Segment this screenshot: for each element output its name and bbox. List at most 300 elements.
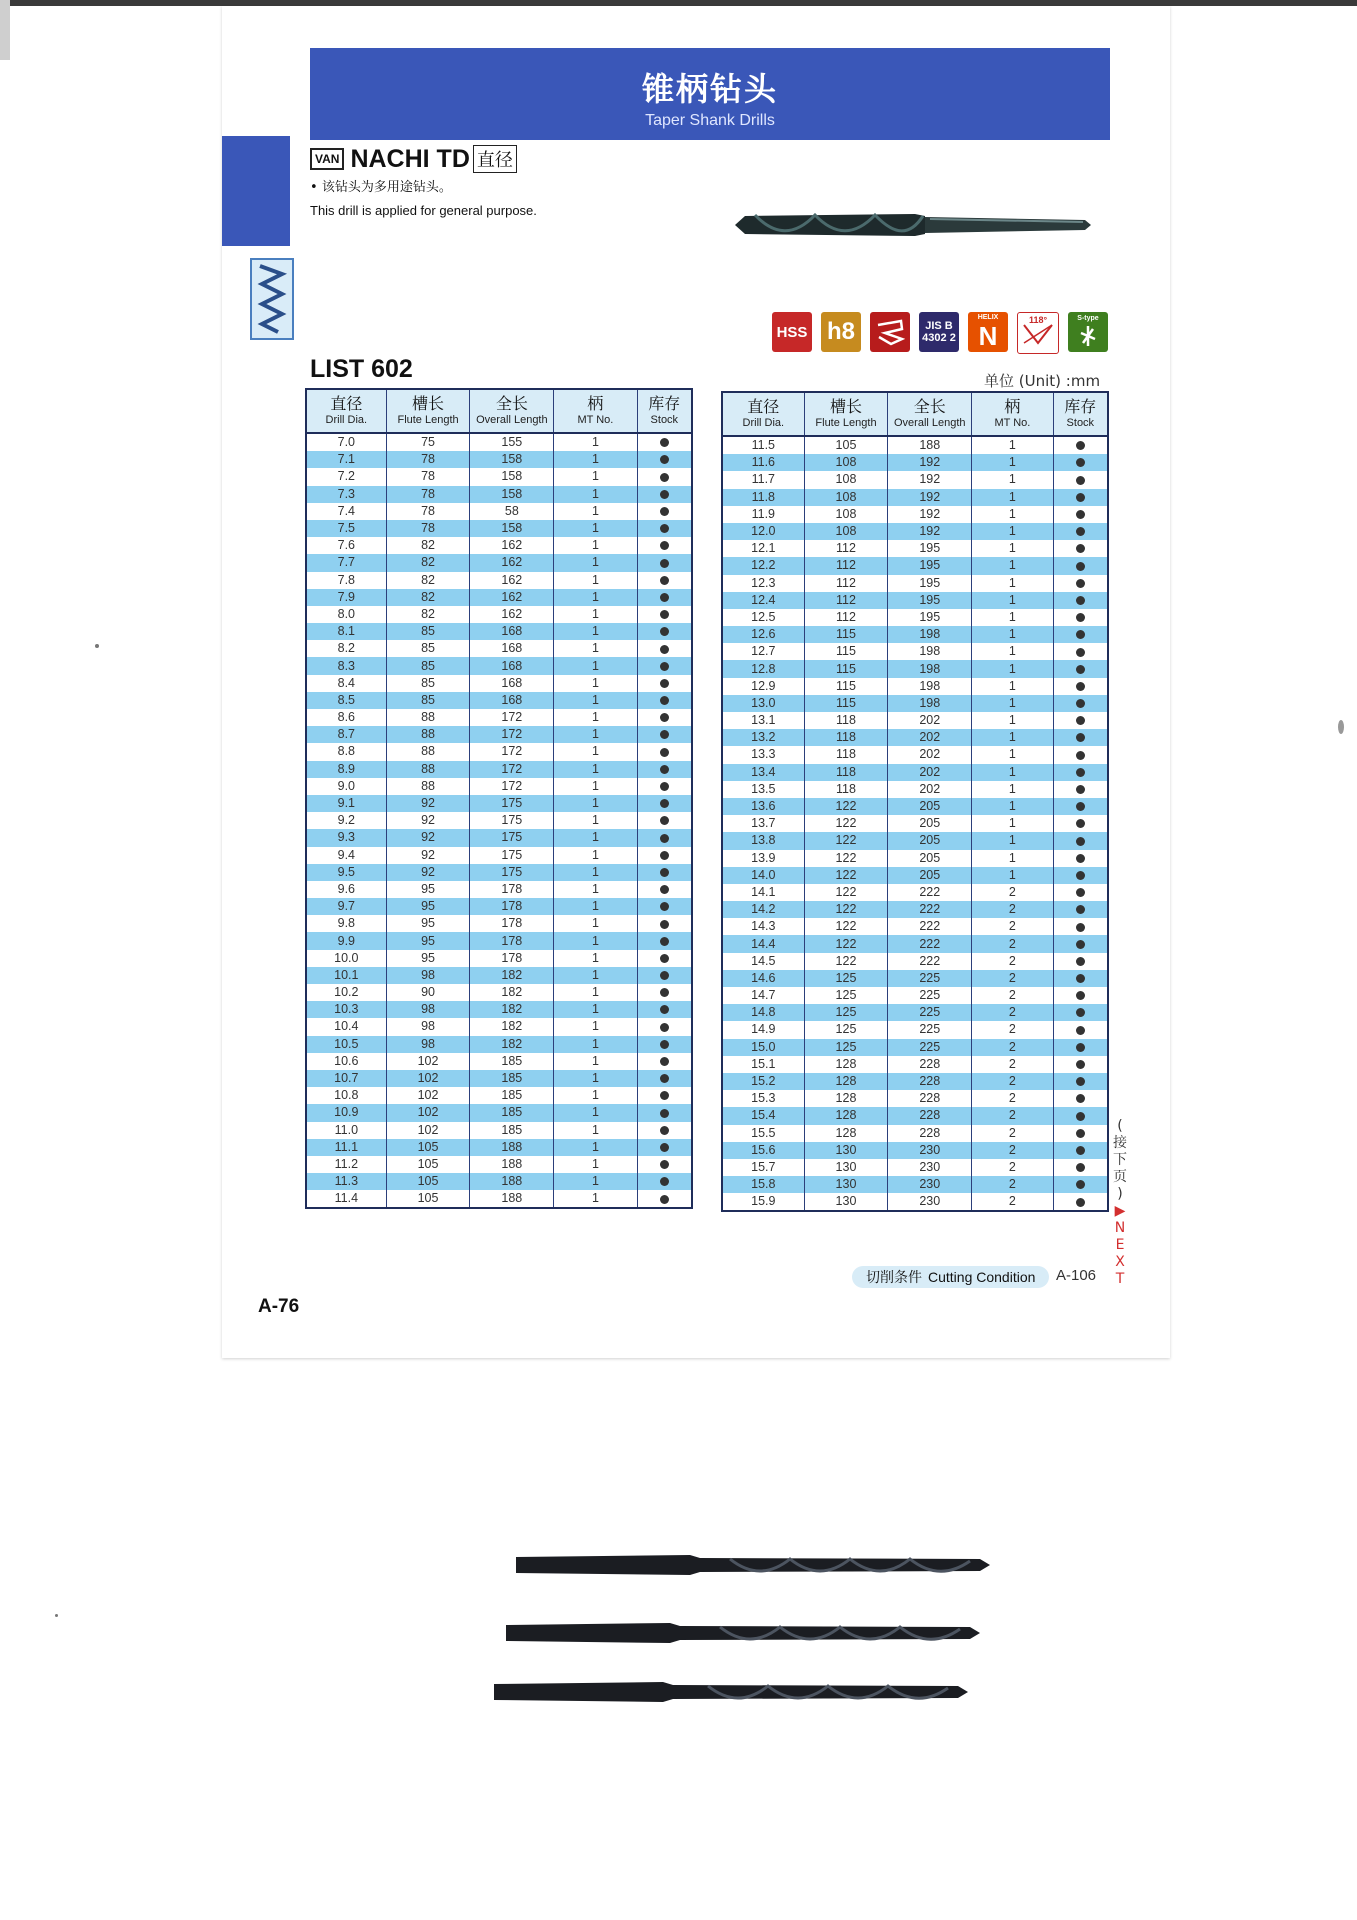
- scan-speck: [55, 1614, 58, 1617]
- spec-table-left: [305, 388, 693, 1209]
- cell-drill-dia: 11.0: [306, 1122, 386, 1139]
- cell-mt-no: 2: [972, 1039, 1053, 1056]
- cell-drill-dia: 15.1: [722, 1056, 804, 1073]
- table-row: [722, 1056, 1108, 1073]
- cell-drill-dia: 9.6: [306, 881, 386, 898]
- table-row: [722, 1125, 1108, 1142]
- table-row: [306, 726, 692, 743]
- table-row: [306, 486, 692, 503]
- col-flute-length: 槽长 Flute Length: [804, 392, 888, 436]
- cell-mt-no: 1: [554, 657, 637, 674]
- cell-overall-length: 198: [888, 626, 972, 643]
- cell-stock: [637, 847, 692, 864]
- table-row: [306, 520, 692, 537]
- cell-stock: [637, 795, 692, 812]
- cell-mt-no: 1: [972, 454, 1053, 471]
- cell-flute-length: 105: [804, 436, 888, 454]
- table-row: [306, 950, 692, 967]
- cell-stock: [637, 1139, 692, 1156]
- cell-overall-length: 228: [888, 1056, 972, 1073]
- table-row: [306, 1053, 692, 1070]
- table-row: [306, 1139, 692, 1156]
- cell-mt-no: 2: [972, 1142, 1053, 1159]
- cell-mt-no: 2: [972, 901, 1053, 918]
- table-row: [722, 1039, 1108, 1056]
- page-reference[interactable]: A-106: [1056, 1267, 1097, 1284]
- cell-overall-length: 195: [888, 575, 972, 592]
- cell-drill-dia: 15.9: [722, 1193, 804, 1211]
- in-stock-dot-icon: [1076, 1043, 1085, 1052]
- cell-flute-length: 112: [804, 575, 888, 592]
- cell-overall-length: 192: [888, 506, 972, 523]
- cell-drill-dia: 8.1: [306, 623, 386, 640]
- in-stock-dot-icon: [1076, 768, 1085, 777]
- in-stock-dot-icon: [1076, 527, 1085, 536]
- cell-drill-dia: 7.5: [306, 520, 386, 537]
- cell-flute-length: 98: [386, 1018, 470, 1035]
- cell-stock: [1053, 1159, 1108, 1176]
- table-row: [306, 898, 692, 915]
- table-row: [722, 746, 1108, 763]
- cell-drill-dia: 13.0: [722, 695, 804, 712]
- col-mt-no: 柄 MT No.: [972, 392, 1053, 436]
- cell-mt-no: 1: [972, 436, 1053, 454]
- cell-overall-length: 205: [888, 815, 972, 832]
- cell-mt-no: 1: [972, 626, 1053, 643]
- cell-stock: [1053, 1039, 1108, 1056]
- in-stock-dot-icon: [660, 490, 669, 499]
- cell-overall-length: 182: [470, 967, 554, 984]
- cell-stock: [1053, 746, 1108, 763]
- cell-mt-no: 1: [554, 606, 637, 623]
- cell-drill-dia: 8.2: [306, 640, 386, 657]
- cell-drill-dia: 9.0: [306, 778, 386, 795]
- cell-mt-no: 1: [554, 589, 637, 606]
- in-stock-dot-icon: [1076, 751, 1085, 760]
- in-stock-dot-icon: [1076, 733, 1085, 742]
- cell-drill-dia: 14.5: [722, 953, 804, 970]
- cell-mt-no: 2: [972, 1021, 1053, 1038]
- table-row: [722, 1159, 1108, 1176]
- in-stock-dot-icon: [660, 713, 669, 722]
- table-row: [306, 451, 692, 468]
- cell-stock: [1053, 695, 1108, 712]
- cell-mt-no: 2: [972, 1090, 1053, 1107]
- cell-stock: [637, 812, 692, 829]
- in-stock-dot-icon: [1076, 1146, 1085, 1155]
- cell-stock: [1053, 660, 1108, 677]
- cell-drill-dia: 15.3: [722, 1090, 804, 1107]
- in-stock-dot-icon: [1076, 785, 1085, 794]
- cell-overall-length: 202: [888, 746, 972, 763]
- cell-overall-length: 195: [888, 592, 972, 609]
- cell-flute-length: 78: [386, 468, 470, 485]
- cell-drill-dia: 12.9: [722, 678, 804, 695]
- cell-flute-length: 112: [804, 592, 888, 609]
- table-row: [306, 812, 692, 829]
- cell-flute-length: 98: [386, 1036, 470, 1053]
- cell-drill-dia: 8.0: [306, 606, 386, 623]
- cell-mt-no: 1: [554, 795, 637, 812]
- cell-flute-length: 105: [386, 1139, 470, 1156]
- cell-stock: [1053, 626, 1108, 643]
- cell-flute-length: 118: [804, 764, 888, 781]
- cell-mt-no: 1: [972, 471, 1053, 488]
- table-row: [306, 537, 692, 554]
- in-stock-dot-icon: [660, 971, 669, 980]
- cell-stock: [1053, 1125, 1108, 1142]
- cell-flute-length: 118: [804, 746, 888, 763]
- cell-overall-length: 230: [888, 1159, 972, 1176]
- cell-drill-dia: 7.6: [306, 537, 386, 554]
- cell-drill-dia: 9.4: [306, 847, 386, 864]
- cell-stock: [1053, 557, 1108, 574]
- cell-drill-dia: 11.5: [722, 436, 804, 454]
- table-row: [306, 829, 692, 846]
- in-stock-dot-icon: [1076, 648, 1085, 657]
- in-stock-dot-icon: [660, 1023, 669, 1032]
- cell-drill-dia: 12.3: [722, 575, 804, 592]
- cell-stock: [1053, 436, 1108, 454]
- cell-mt-no: 1: [972, 850, 1053, 867]
- cell-mt-no: 1: [972, 523, 1053, 540]
- cell-overall-length: 185: [470, 1122, 554, 1139]
- table-row: [306, 984, 692, 1001]
- scan-speck: [95, 644, 99, 648]
- cell-stock: [637, 520, 692, 537]
- in-stock-dot-icon: [1076, 682, 1085, 691]
- cell-drill-dia: 8.5: [306, 692, 386, 709]
- next-page-indicator[interactable]: [1110, 1118, 1130, 1288]
- cell-mt-no: 2: [972, 953, 1053, 970]
- in-stock-dot-icon: [1076, 493, 1085, 502]
- table-row: [306, 554, 692, 571]
- table-row: [306, 709, 692, 726]
- table-row: [306, 433, 692, 451]
- cell-drill-dia: 11.6: [722, 454, 804, 471]
- table-row: [306, 1190, 692, 1208]
- cell-flute-length: 82: [386, 572, 470, 589]
- cell-mt-no: 1: [554, 468, 637, 485]
- cell-overall-length: 222: [888, 935, 972, 952]
- cell-mt-no: 1: [554, 640, 637, 657]
- cell-flute-length: 122: [804, 901, 888, 918]
- cell-mt-no: 1: [554, 812, 637, 829]
- cell-stock: [637, 829, 692, 846]
- in-stock-dot-icon: [1076, 802, 1085, 811]
- cell-flute-length: 128: [804, 1073, 888, 1090]
- cell-flute-length: 105: [386, 1156, 470, 1173]
- in-stock-dot-icon: [1076, 458, 1085, 467]
- in-stock-dot-icon: [660, 696, 669, 705]
- cell-stock: [637, 675, 692, 692]
- table-row: [722, 953, 1108, 970]
- cell-overall-length: 182: [470, 984, 554, 1001]
- in-stock-dot-icon: [660, 679, 669, 688]
- cell-overall-length: 202: [888, 729, 972, 746]
- cell-mt-no: 1: [554, 1156, 637, 1173]
- cell-overall-length: 158: [470, 520, 554, 537]
- cell-overall-length: 225: [888, 987, 972, 1004]
- in-stock-dot-icon: [660, 438, 669, 447]
- in-stock-dot-icon: [660, 799, 669, 808]
- cell-mt-no: 1: [554, 1190, 637, 1208]
- cell-mt-no: 1: [554, 554, 637, 571]
- table-row: [722, 660, 1108, 677]
- in-stock-dot-icon: [660, 1143, 669, 1152]
- cell-stock: [1053, 1142, 1108, 1159]
- cell-flute-length: 122: [804, 798, 888, 815]
- cell-mt-no: 1: [554, 709, 637, 726]
- cell-stock: [637, 657, 692, 674]
- cell-stock: [1053, 1107, 1108, 1124]
- cell-flute-length: 82: [386, 589, 470, 606]
- table-row: [306, 1018, 692, 1035]
- cell-drill-dia: 9.2: [306, 812, 386, 829]
- cell-mt-no: 1: [554, 1173, 637, 1190]
- cell-stock: [1053, 729, 1108, 746]
- in-stock-dot-icon: [660, 1195, 669, 1204]
- cell-drill-dia: 14.0: [722, 867, 804, 884]
- cell-flute-length: 88: [386, 743, 470, 760]
- in-stock-dot-icon: [1076, 1008, 1085, 1017]
- in-stock-dot-icon: [660, 541, 669, 550]
- helix-label: HELIX: [977, 314, 999, 321]
- cell-stock: [1053, 832, 1108, 849]
- in-stock-dot-icon: [660, 473, 669, 482]
- cell-stock: [1053, 901, 1108, 918]
- cell-stock: [637, 898, 692, 915]
- table-row: [722, 643, 1108, 660]
- table-row: [722, 1107, 1108, 1124]
- in-stock-dot-icon: [1076, 665, 1085, 674]
- cell-flute-length: 112: [804, 540, 888, 557]
- table-row: [306, 1036, 692, 1053]
- cell-overall-length: 168: [470, 675, 554, 692]
- cell-mt-no: 1: [554, 675, 637, 692]
- cell-stock: [637, 451, 692, 468]
- table-row: [722, 1021, 1108, 1038]
- drill-point-icon: [870, 312, 910, 352]
- cell-mt-no: 1: [972, 695, 1053, 712]
- cell-mt-no: 1: [554, 451, 637, 468]
- cell-drill-dia: 12.1: [722, 540, 804, 557]
- cell-stock: [1053, 592, 1108, 609]
- cell-flute-length: 75: [386, 433, 470, 451]
- in-stock-dot-icon: [660, 1005, 669, 1014]
- in-stock-dot-icon: [1076, 819, 1085, 828]
- cell-overall-length: 188: [888, 436, 972, 454]
- cell-flute-length: 98: [386, 967, 470, 984]
- cell-drill-dia: 7.8: [306, 572, 386, 589]
- cell-stock: [1053, 987, 1108, 1004]
- in-stock-dot-icon: [660, 576, 669, 585]
- cell-stock: [637, 623, 692, 640]
- col-stock: 库存 Stock: [637, 389, 692, 433]
- cell-mt-no: 1: [554, 915, 637, 932]
- cell-stock: [637, 709, 692, 726]
- table-row: [306, 795, 692, 812]
- page-number: A-76: [258, 1296, 300, 1317]
- cell-drill-dia: 7.2: [306, 468, 386, 485]
- cell-drill-dia: 11.9: [722, 506, 804, 523]
- cell-mt-no: 1: [972, 557, 1053, 574]
- cell-stock: [1053, 970, 1108, 987]
- cell-stock: [637, 881, 692, 898]
- cell-stock: [637, 1018, 692, 1035]
- cell-mt-no: 1: [554, 503, 637, 520]
- cell-overall-length: 198: [888, 660, 972, 677]
- cell-stock: [1053, 1176, 1108, 1193]
- cell-mt-no: 2: [972, 1176, 1053, 1193]
- feature-badges: [772, 312, 1108, 354]
- col-flute-length: 槽长 Flute Length: [386, 389, 470, 433]
- in-stock-dot-icon: [1076, 1094, 1085, 1103]
- cell-drill-dia: 9.7: [306, 898, 386, 915]
- cell-mt-no: 1: [554, 1122, 637, 1139]
- cell-overall-length: 188: [470, 1139, 554, 1156]
- cell-overall-length: 205: [888, 867, 972, 884]
- cell-overall-length: 198: [888, 643, 972, 660]
- cell-flute-length: 122: [804, 918, 888, 935]
- table-row: [722, 1004, 1108, 1021]
- table-row: [722, 540, 1108, 557]
- cell-stock: [1053, 935, 1108, 952]
- cell-overall-length: 162: [470, 554, 554, 571]
- cell-overall-length: 155: [470, 433, 554, 451]
- cell-overall-length: 228: [888, 1073, 972, 1090]
- col-mt-no: 柄 MT No.: [554, 389, 637, 433]
- cell-overall-length: 225: [888, 1039, 972, 1056]
- cell-flute-length: 105: [386, 1173, 470, 1190]
- table-row: [722, 678, 1108, 695]
- in-stock-dot-icon: [1076, 699, 1085, 708]
- jis-badge-label: JIS B 4302 2: [922, 320, 956, 344]
- cell-drill-dia: 7.9: [306, 589, 386, 606]
- cell-flute-length: 108: [804, 489, 888, 506]
- cell-drill-dia: 9.1: [306, 795, 386, 812]
- cell-drill-dia: 13.4: [722, 764, 804, 781]
- cell-overall-length: 192: [888, 489, 972, 506]
- cell-overall-length: 198: [888, 678, 972, 695]
- cell-flute-length: 88: [386, 761, 470, 778]
- cell-mt-no: 1: [554, 537, 637, 554]
- cell-flute-length: 128: [804, 1056, 888, 1073]
- in-stock-dot-icon: [1076, 562, 1085, 571]
- cell-stock: [1053, 489, 1108, 506]
- cell-overall-length: 182: [470, 1018, 554, 1035]
- cell-stock: [637, 761, 692, 778]
- cell-stock: [637, 726, 692, 743]
- table-row: [722, 901, 1108, 918]
- table-row: [722, 1142, 1108, 1159]
- in-stock-dot-icon: [660, 610, 669, 619]
- cell-flute-length: 108: [804, 471, 888, 488]
- in-stock-dot-icon: [660, 988, 669, 997]
- description: This drill is applied for general purpose.: [310, 203, 537, 218]
- in-stock-dot-icon: [660, 455, 669, 464]
- cell-stock: [637, 1104, 692, 1121]
- cell-overall-length: 202: [888, 764, 972, 781]
- table-row: [306, 761, 692, 778]
- cell-stock: [637, 572, 692, 589]
- hss-badge-label: HSS: [776, 323, 808, 341]
- cell-flute-length: 78: [386, 486, 470, 503]
- cell-stock: [1053, 523, 1108, 540]
- cell-flute-length: 105: [386, 1190, 470, 1208]
- cell-stock: [1053, 781, 1108, 798]
- cell-stock: [637, 864, 692, 881]
- cell-drill-dia: 11.8: [722, 489, 804, 506]
- cell-drill-dia: 8.3: [306, 657, 386, 674]
- table-row: [306, 589, 692, 606]
- table-row: [722, 832, 1108, 849]
- cell-overall-length: 175: [470, 847, 554, 864]
- in-stock-dot-icon: [660, 524, 669, 533]
- next-arrow-icon: ▶: [1114, 1203, 1126, 1219]
- cell-overall-length: 158: [470, 451, 554, 468]
- cell-drill-dia: 15.0: [722, 1039, 804, 1056]
- cell-stock: [637, 503, 692, 520]
- cell-drill-dia: 11.3: [306, 1173, 386, 1190]
- cell-overall-length: 182: [470, 1001, 554, 1018]
- cell-flute-length: 115: [804, 678, 888, 695]
- table-row: [722, 695, 1108, 712]
- cell-flute-length: 88: [386, 726, 470, 743]
- cell-mt-no: 2: [972, 918, 1053, 935]
- cell-drill-dia: 10.5: [306, 1036, 386, 1053]
- cell-stock: [637, 1190, 692, 1208]
- cell-overall-length: 192: [888, 454, 972, 471]
- table-row: [722, 592, 1108, 609]
- cell-stock: [1053, 454, 1108, 471]
- cell-flute-length: 90: [386, 984, 470, 1001]
- cell-stock: [1053, 798, 1108, 815]
- cell-drill-dia: 14.7: [722, 987, 804, 1004]
- table-row: [722, 1073, 1108, 1090]
- brand-sub: 直径: [473, 145, 517, 173]
- cell-overall-length: 225: [888, 1021, 972, 1038]
- in-stock-dot-icon: [660, 868, 669, 877]
- cutting-condition-zh: 切削条件: [866, 1270, 922, 1286]
- cell-overall-length: 185: [470, 1053, 554, 1070]
- cell-flute-length: 130: [804, 1159, 888, 1176]
- cell-stock: [1053, 1090, 1108, 1107]
- cell-drill-dia: 12.2: [722, 557, 804, 574]
- cell-overall-length: 162: [470, 572, 554, 589]
- cell-stock: [1053, 1056, 1108, 1073]
- cell-flute-length: 85: [386, 675, 470, 692]
- in-stock-dot-icon: [660, 1057, 669, 1066]
- left-edge-shadow: [0, 0, 10, 60]
- cell-drill-dia: 13.9: [722, 850, 804, 867]
- cell-mt-no: 1: [554, 847, 637, 864]
- cell-mt-no: 1: [972, 729, 1053, 746]
- cell-drill-dia: 14.6: [722, 970, 804, 987]
- cell-stock: [637, 950, 692, 967]
- cell-drill-dia: 14.8: [722, 1004, 804, 1021]
- helix-n-label: N: [978, 321, 998, 351]
- in-stock-dot-icon: [660, 1040, 669, 1049]
- in-stock-dot-icon: [660, 559, 669, 568]
- table-row: [306, 675, 692, 692]
- cutting-condition-link[interactable]: [852, 1266, 1049, 1288]
- cell-flute-length: 95: [386, 881, 470, 898]
- cell-drill-dia: 13.2: [722, 729, 804, 746]
- cell-drill-dia: 11.4: [306, 1190, 386, 1208]
- col-drill-dia: 直径 Drill Dia.: [306, 389, 386, 433]
- cell-overall-length: 168: [470, 640, 554, 657]
